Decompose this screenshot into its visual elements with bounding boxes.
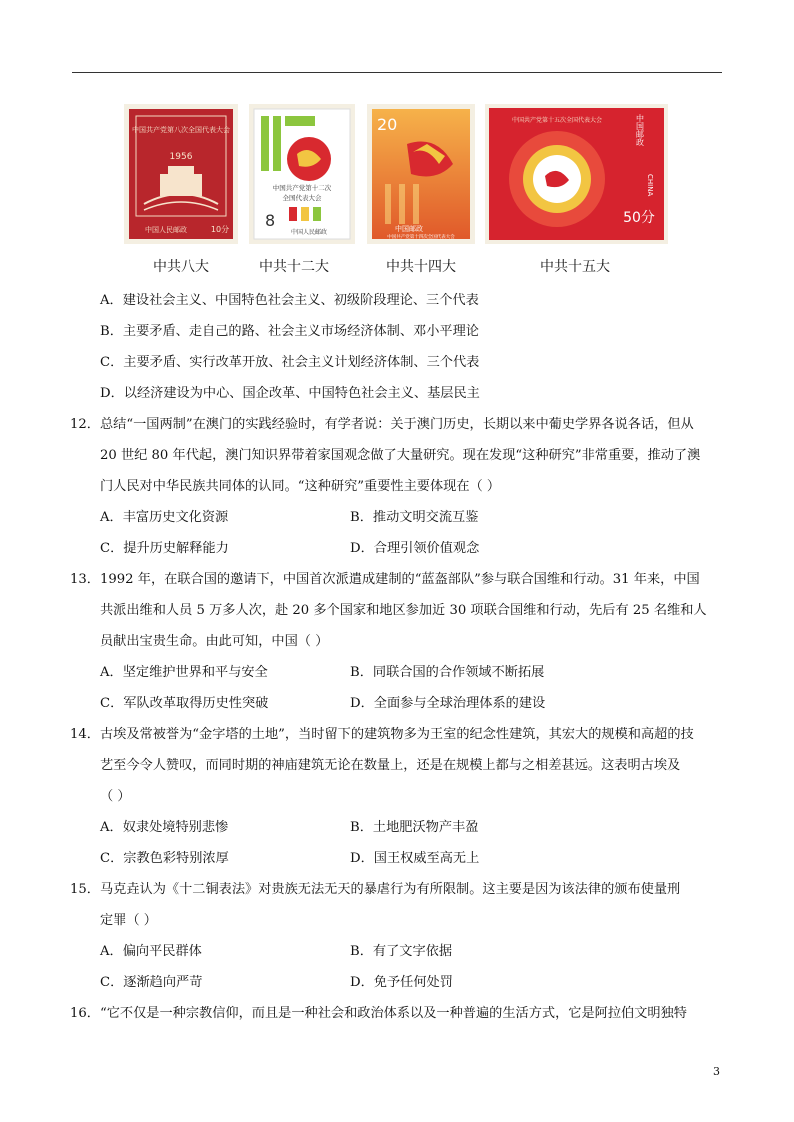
q11-option-c[interactable]: C．主要矛盾、实行改革开放、社会主义计划经济体制、三个代表: [100, 355, 480, 370]
stamp-2-text2: 全国代表大会: [282, 194, 322, 202]
question-12: [70, 409, 725, 502]
question-text-line: 1992 年，在联合国的邀请下，中国首次派遣成建制的“蓝盔部队”参与联合国维和行动。31 年来，中国: [100, 572, 700, 587]
question-number: 15．: [70, 882, 100, 897]
stamp-3-value: 20: [377, 115, 398, 134]
stamp-12th-congress: [249, 104, 355, 244]
question-text-line: 总结“一国两制”在澳门的实践经验时，有学者说：关于澳门历史，长期以来中葡史学界各说各话，但从: [100, 417, 694, 432]
stamp-1-caption: 中共八大: [153, 259, 209, 275]
question-text-line: （ ）: [100, 789, 131, 804]
question-text-line: 共派出维和人员 5 万多人次，赴 20 多个国家和地区参加近 30 项联合国维和行动，先后有 25 名维和人: [100, 603, 707, 618]
q14-option-a[interactable]: A．奴隶处境特别悲惨: [100, 820, 229, 835]
header-rule: [72, 72, 722, 73]
question-text-line: “它不仅是一种宗教信仰，而且是一种社会和政治体系以及一种普遍的生活方式，它是阿拉伯文明独特: [100, 1006, 687, 1021]
stamp-3-bottom-text: 中国共产党第十四次全国代表大会: [387, 235, 455, 240]
stamp-2-bottom-text: 中国人民邮政: [290, 229, 328, 236]
q12-option-c[interactable]: C．提升历史解释能力: [100, 541, 229, 556]
q13-options-row-2: [100, 688, 725, 719]
stamp-1-bottom-text: 中国人民邮政: [145, 226, 187, 234]
stamp-2-value: 8: [265, 211, 276, 230]
stamp-1-year: 1956: [169, 152, 193, 162]
stamp-4-top-text: 中国共产党第十五次全国代表大会: [511, 117, 603, 124]
q12-option-d[interactable]: D．合理引领价值观念: [350, 541, 480, 556]
q15-options-row-1: [100, 936, 725, 967]
q15-option-c[interactable]: C．逐渐趋向严苛: [100, 975, 203, 990]
question-16: [70, 998, 725, 1029]
question-text-line: 定罪（ ）: [100, 913, 157, 928]
question-text-line: 门人民对中华民族共同体的认同。“这种研究”重要性主要体现在（ ）: [100, 479, 501, 494]
stamp-4-china: CHINA: [646, 174, 654, 197]
q15-option-d[interactable]: D．免予任何处罚: [350, 975, 453, 990]
question-text-line: 古埃及常被誉为“金字塔的土地”，当时留下的建筑物多为王室的纪念性建筑，其宏大的规模和高超的技: [100, 727, 694, 742]
q13-option-b[interactable]: B．同联合国的合作领域不断拓展: [350, 665, 545, 680]
question-15: [70, 874, 725, 936]
stamp-1-value: 10分: [210, 225, 230, 234]
q12-option-b[interactable]: B．推动文明交流互鉴: [350, 510, 479, 525]
q15-option-a[interactable]: A．偏向平民群体: [100, 944, 202, 959]
q15-option-b[interactable]: B．有了文字依据: [350, 944, 453, 959]
stamp-2-caption: 中共十二大: [259, 259, 329, 275]
stamp-3-post: 中国邮政: [395, 225, 423, 233]
q12-option-a[interactable]: A．丰富历史文化资源: [100, 510, 229, 525]
stamp-row: [0, 104, 794, 279]
q13-option-d[interactable]: D．全面参与全球治理体系的建设: [350, 696, 546, 711]
stamp-1-top-text: 中国共产党第八次全国代表大会: [132, 126, 230, 134]
question-text-line: 艺至今令人赞叹，而同时期的神庙建筑无论在数量上，还是在规模上都与之相差甚远。这表明古埃及: [100, 758, 681, 773]
question-number: 14．: [70, 727, 100, 742]
q13-option-c[interactable]: C．军队改革取得历史性突破: [100, 696, 269, 711]
q11-option-b[interactable]: B．主要矛盾、走自己的路、社会主义市场经济体制、邓小平理论: [100, 324, 479, 339]
q14-options-row-1: [100, 812, 725, 843]
q11-option-a[interactable]: A．建设社会主义、中国特色社会主义、初级阶段理论、三个代表: [100, 293, 479, 308]
question-number: 12．: [70, 417, 100, 432]
q14-options-row-2: [100, 843, 725, 874]
stamp-4-post: 中国邮政: [635, 114, 645, 146]
question-number: 13．: [70, 572, 100, 587]
stamp-2-text1: 中国共产党第十二次: [272, 184, 332, 192]
q13-options-row-1: [100, 657, 725, 688]
q11-options: [100, 285, 725, 409]
page-number: 3: [713, 1065, 720, 1078]
question-text-line: 员献出宝贵生命。由此可知，中国（ ）: [100, 634, 329, 649]
question-number: 16．: [70, 1006, 100, 1021]
stamp-4-caption: 中共十五大: [540, 259, 610, 275]
stamp-14th-congress: [367, 104, 475, 244]
q12-options-row-2: [100, 533, 725, 564]
q15-options-row-2: [100, 967, 725, 998]
stamp-3-caption: 中共十四大: [386, 259, 456, 275]
question-13: [70, 564, 725, 657]
q14-option-c[interactable]: C．宗教色彩特别浓厚: [100, 851, 229, 866]
q13-option-a[interactable]: A．坚定维护世界和平与安全: [100, 665, 268, 680]
question-content: [70, 285, 725, 1029]
q12-options-row-1: [100, 502, 725, 533]
q14-option-b[interactable]: B．土地肥沃物产丰盈: [350, 820, 479, 835]
q14-option-d[interactable]: D．国王权威至高无上: [350, 851, 480, 866]
question-text-line: 20 世纪 80 年代起，澳门知识界带着家国观念做了大量研究。现在发现“这种研究”非常重要，推动了澳: [100, 448, 701, 463]
question-14: [70, 719, 725, 812]
q11-option-d[interactable]: D．以经济建设为中心、国企改革、中国特色社会主义、基层民主: [100, 386, 480, 401]
stamp-4-value: 50分: [623, 210, 655, 226]
question-text-line: 马克垚认为《十二铜表法》对贵族无法无天的暴虐行为有所限制。这主要是因为该法律的颁布使量刑: [100, 882, 681, 897]
stamp-15th-congress: [485, 104, 668, 244]
stamp-8th-congress: [124, 104, 238, 244]
